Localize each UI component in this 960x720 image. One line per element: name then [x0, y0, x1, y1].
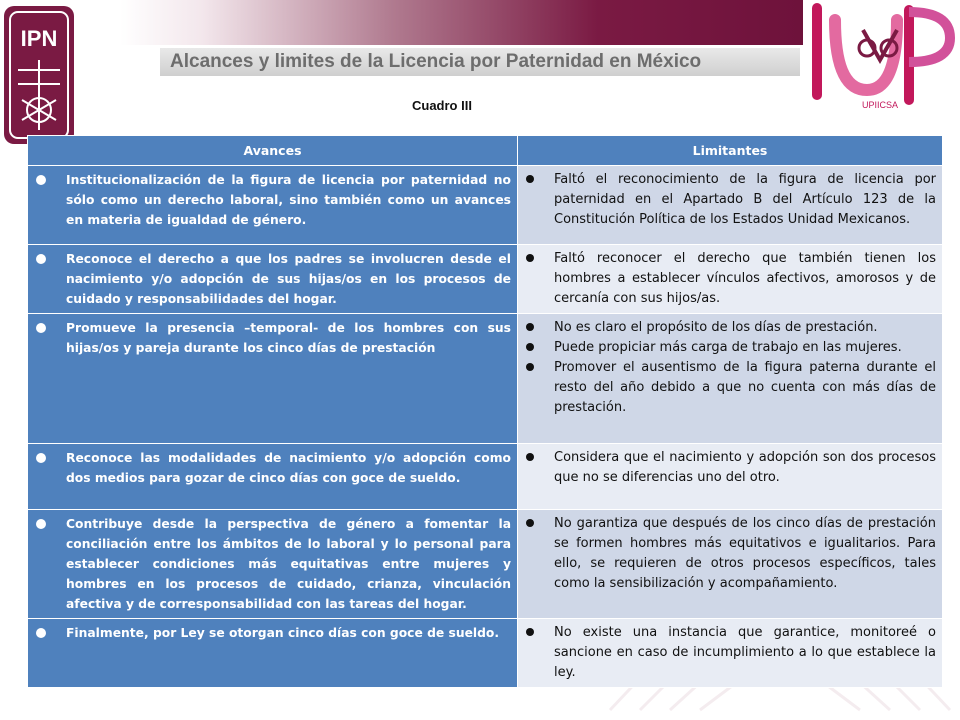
list-item: Puede propiciar más carga de trabajo en las mujeres. [524, 338, 936, 358]
limitantes-cell [518, 314, 943, 444]
bullet-icon [36, 519, 46, 529]
list-item: Finalmente, por Ley se otorgan cinco días con goce de sueldo. [34, 623, 511, 643]
ipn-logo [0, 0, 80, 150]
table-row [28, 619, 943, 688]
bullet-icon [36, 628, 46, 638]
bullet-icon [36, 254, 46, 264]
list-item: Considera que el nacimiento y adopción son dos procesos que no se diferencias uno del otro. [524, 448, 936, 488]
bullet-icon [526, 254, 534, 262]
avances-cell [28, 166, 518, 245]
bullet-icon [36, 453, 46, 463]
list-item: Promueve la presencia –temporal- de los hombres con sus hijas/os y pareja durante los cinco días de prestación [34, 318, 511, 358]
bullet-icon [526, 519, 534, 527]
list-item: No garantiza que después de los cinco días de prestación se formen hombres más equitativos e igualitarios. Para ello, se requieren de otros procesos específicos, tales como la sensibilización y acompañamiento. [524, 514, 936, 594]
list-item: No es claro el propósito de los días de prestación. [524, 318, 936, 338]
table-header-row [28, 136, 943, 166]
list-item: No existe una instancia que garantice, monitoreé o sancione en caso de incumplimiento a lo que establece la ley. [524, 623, 936, 683]
bullet-icon [526, 343, 534, 351]
table-row [28, 166, 943, 245]
limitantes-cell [518, 245, 943, 314]
ipn-logo-text: IPN [20, 26, 58, 51]
list-item: Reconoce el derecho a que los padres se involucren desde el nacimiento y/o adopción de sus hijas/os en los procesos de cuidado y responsabilidades del hogar. [34, 249, 511, 309]
avances-cell [28, 510, 518, 619]
page-title: Alcances y limites de la Licencia por Paternidad en México [170, 51, 702, 72]
avances-cell [28, 245, 518, 314]
table-row [28, 314, 943, 444]
limitantes-cell [518, 166, 943, 245]
bullet-icon [526, 628, 534, 636]
bullet-icon [36, 323, 46, 333]
bullet-icon [36, 175, 46, 185]
list-item: Contribuye desde la perspectiva de género a fomentar la conciliación entre los ámbitos de lo laboral y lo personal para establecer condiciones más equitativas entre mujeres y hombres en los procesos de cuidado, crianza, vinculación afectiva y de corresponsabilidad con las tareas del hogar. [34, 514, 511, 614]
avances-cell [28, 619, 518, 688]
avances-cell [28, 314, 518, 444]
upiicsa-logo [805, 0, 955, 110]
upiicsa-logo-text: UPIICSA [861, 100, 899, 110]
limitantes-cell [518, 619, 943, 688]
table-row [28, 245, 943, 314]
list-item: Reconoce las modalidades de nacimiento y/o adopción como dos medios para gozar de cinco días con goce de sueldo. [34, 448, 511, 488]
comparison-table [27, 135, 943, 688]
bullet-icon [526, 363, 534, 371]
column-header-limitantes: Limitantes [518, 136, 943, 166]
bullet-icon [526, 175, 534, 183]
bullet-icon [526, 453, 534, 461]
limitantes-cell [518, 444, 943, 510]
avances-cell [28, 444, 518, 510]
list-item: Promover el ausentismo de la figura paterna durante el resto del año debido a que no cuenta con más días de prestación. [524, 358, 936, 418]
top-maroon-band [120, 0, 803, 45]
table-caption: Cuadro III [412, 98, 472, 113]
list-item: Faltó reconocer el derecho que también tienen los hombres a establecer vínculos afectivos, amorosos y de cercanía con sus hijos/as. [524, 249, 936, 309]
limitantes-cell [518, 510, 943, 619]
table-row [28, 510, 943, 619]
bullet-icon [526, 323, 534, 331]
list-item: Institucionalización de la figura de licencia por paternidad no sólo como un derecho laboral, sino también como un avances en materia de igualdad de género. [34, 170, 511, 230]
column-header-avances: Avances [28, 136, 518, 166]
table-row [28, 444, 943, 510]
list-item: Faltó el reconocimiento de la figura de licencia por paternidad en el Apartado B del Artículo 123 de la Constitución Política de los Estados Unidad Mexicanos. [524, 170, 936, 230]
